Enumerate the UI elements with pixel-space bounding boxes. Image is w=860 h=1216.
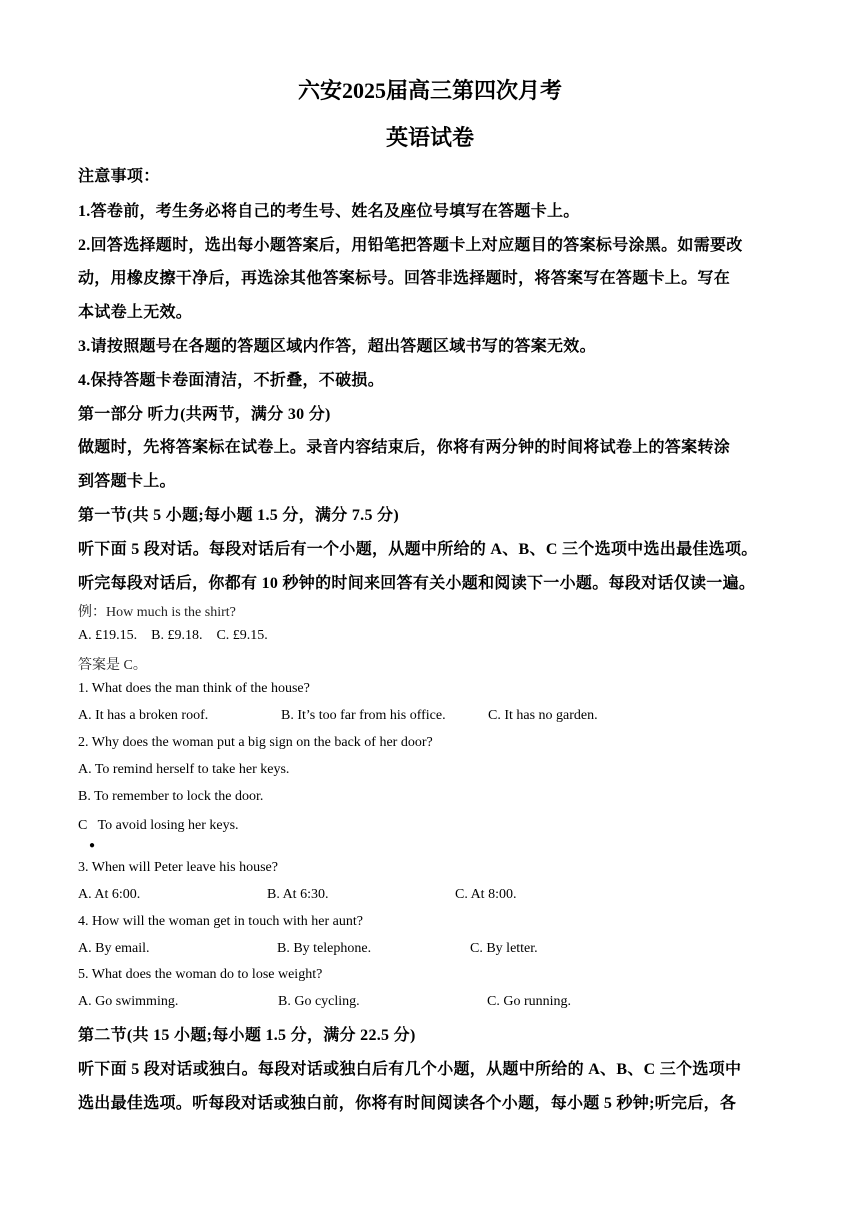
example-options: A. £19.15. B. £9.18. C. £9.15.: [78, 628, 268, 643]
section2-intro-line-1: 听下面 5 段对话或独白。每段对话或独白后有几个小题，从题中所给的 A、B、C 三个选项中: [78, 1061, 742, 1078]
part1-intro-line-1: 做题时，先将答案标在试卷上。录音内容结束后，你将有两分钟的时间将试卷上的答案转涂: [78, 439, 731, 456]
notice-item-3: 3.请按照题号在各题的答题区域内作答，超出答题区域书写的答案无效。: [78, 338, 596, 355]
question-5: 5. What does the woman do to lose weight?: [78, 967, 323, 982]
question-2: 2. Why does the woman put a big sign on the back of her door?: [78, 735, 433, 750]
q1-option-b: B. It’s too far from his office.: [281, 708, 446, 723]
q4-option-c: C. By letter.: [470, 941, 538, 956]
notice-item-1: 1.答卷前，考生务必将自己的考生号、姓名及座位号填写在答题卡上。: [78, 203, 580, 220]
section1-intro-line-2: 听完每段对话后，你都有 10 秒钟的时间来回答有关小题和阅读下一小题。每段对话仅读一遍。: [78, 575, 756, 592]
q1-option-c: C. It has no garden.: [488, 708, 598, 723]
section2-heading: 第二节(共 15 小题;每小题 1.5 分，满分 22.5 分): [78, 1027, 416, 1044]
question-3: 3. When will Peter leave his house?: [78, 860, 278, 875]
q3-option-a: A. At 6:00.: [78, 887, 141, 902]
notice-item-4: 4.保持答题卡卷面清洁，不折叠，不破损。: [78, 372, 385, 389]
stray-dot: ●: [89, 840, 96, 851]
q4-option-a: A. By email.: [78, 941, 150, 956]
example-answer: 答案是 C。: [78, 658, 147, 673]
section2-intro-line-2: 选出最佳选项。听每段对话或独白前，你将有时间阅读各个小题，每小题 5 秒钟;听完后，各: [78, 1095, 737, 1112]
q2-option-c: C To avoid losing her keys.: [78, 818, 239, 833]
q5-option-a: A. Go swimming.: [78, 994, 179, 1009]
notice-item-2-line-2: 动，用橡皮擦干净后，再选涂其他答案标号。回答非选择题时，将答案写在答题卡上。写在: [78, 270, 731, 287]
section1-heading: 第一节(共 5 小题;每小题 1.5 分，满分 7.5 分): [78, 507, 399, 524]
q1-option-a: A. It has a broken roof.: [78, 708, 209, 723]
q4-option-b: B. By telephone.: [277, 941, 372, 956]
exam-subtitle: 英语试卷: [385, 125, 474, 150]
part1-heading: 第一部分 听力(共两节，满分 30 分): [78, 406, 331, 423]
example-question: 例：How much is the shirt?: [78, 605, 236, 620]
q5-option-c: C. Go running.: [487, 994, 571, 1009]
q3-option-c: C. At 8:00.: [455, 887, 517, 902]
notice-item-2-line-3: 本试卷上无效。: [78, 304, 193, 321]
q2-option-b: B. To remember to lock the door.: [78, 789, 264, 804]
exam-title: 六安2025届高三第四次月考: [297, 78, 562, 103]
question-4: 4. How will the woman get in touch with her aunt?: [78, 914, 363, 929]
q5-option-b: B. Go cycling.: [278, 994, 360, 1009]
q3-option-b: B. At 6:30.: [267, 887, 329, 902]
q2-option-a: A. To remind herself to take her keys.: [78, 762, 290, 777]
notice-item-2-line-1: 2.回答选择题时，选出每小题答案后，用铅笔把答题卡上对应题目的答案标号涂黑。如需要改: [78, 237, 743, 254]
notice-heading: 注意事项：: [78, 168, 160, 185]
question-1: 1. What does the man think of the house?: [78, 681, 310, 696]
section1-intro-line-1: 听下面 5 段对话。每段对话后有一个小题，从题中所给的 A、B、C 三个选项中选出最佳选项。: [78, 541, 758, 558]
part1-intro-line-2: 到答题卡上。: [78, 473, 176, 490]
